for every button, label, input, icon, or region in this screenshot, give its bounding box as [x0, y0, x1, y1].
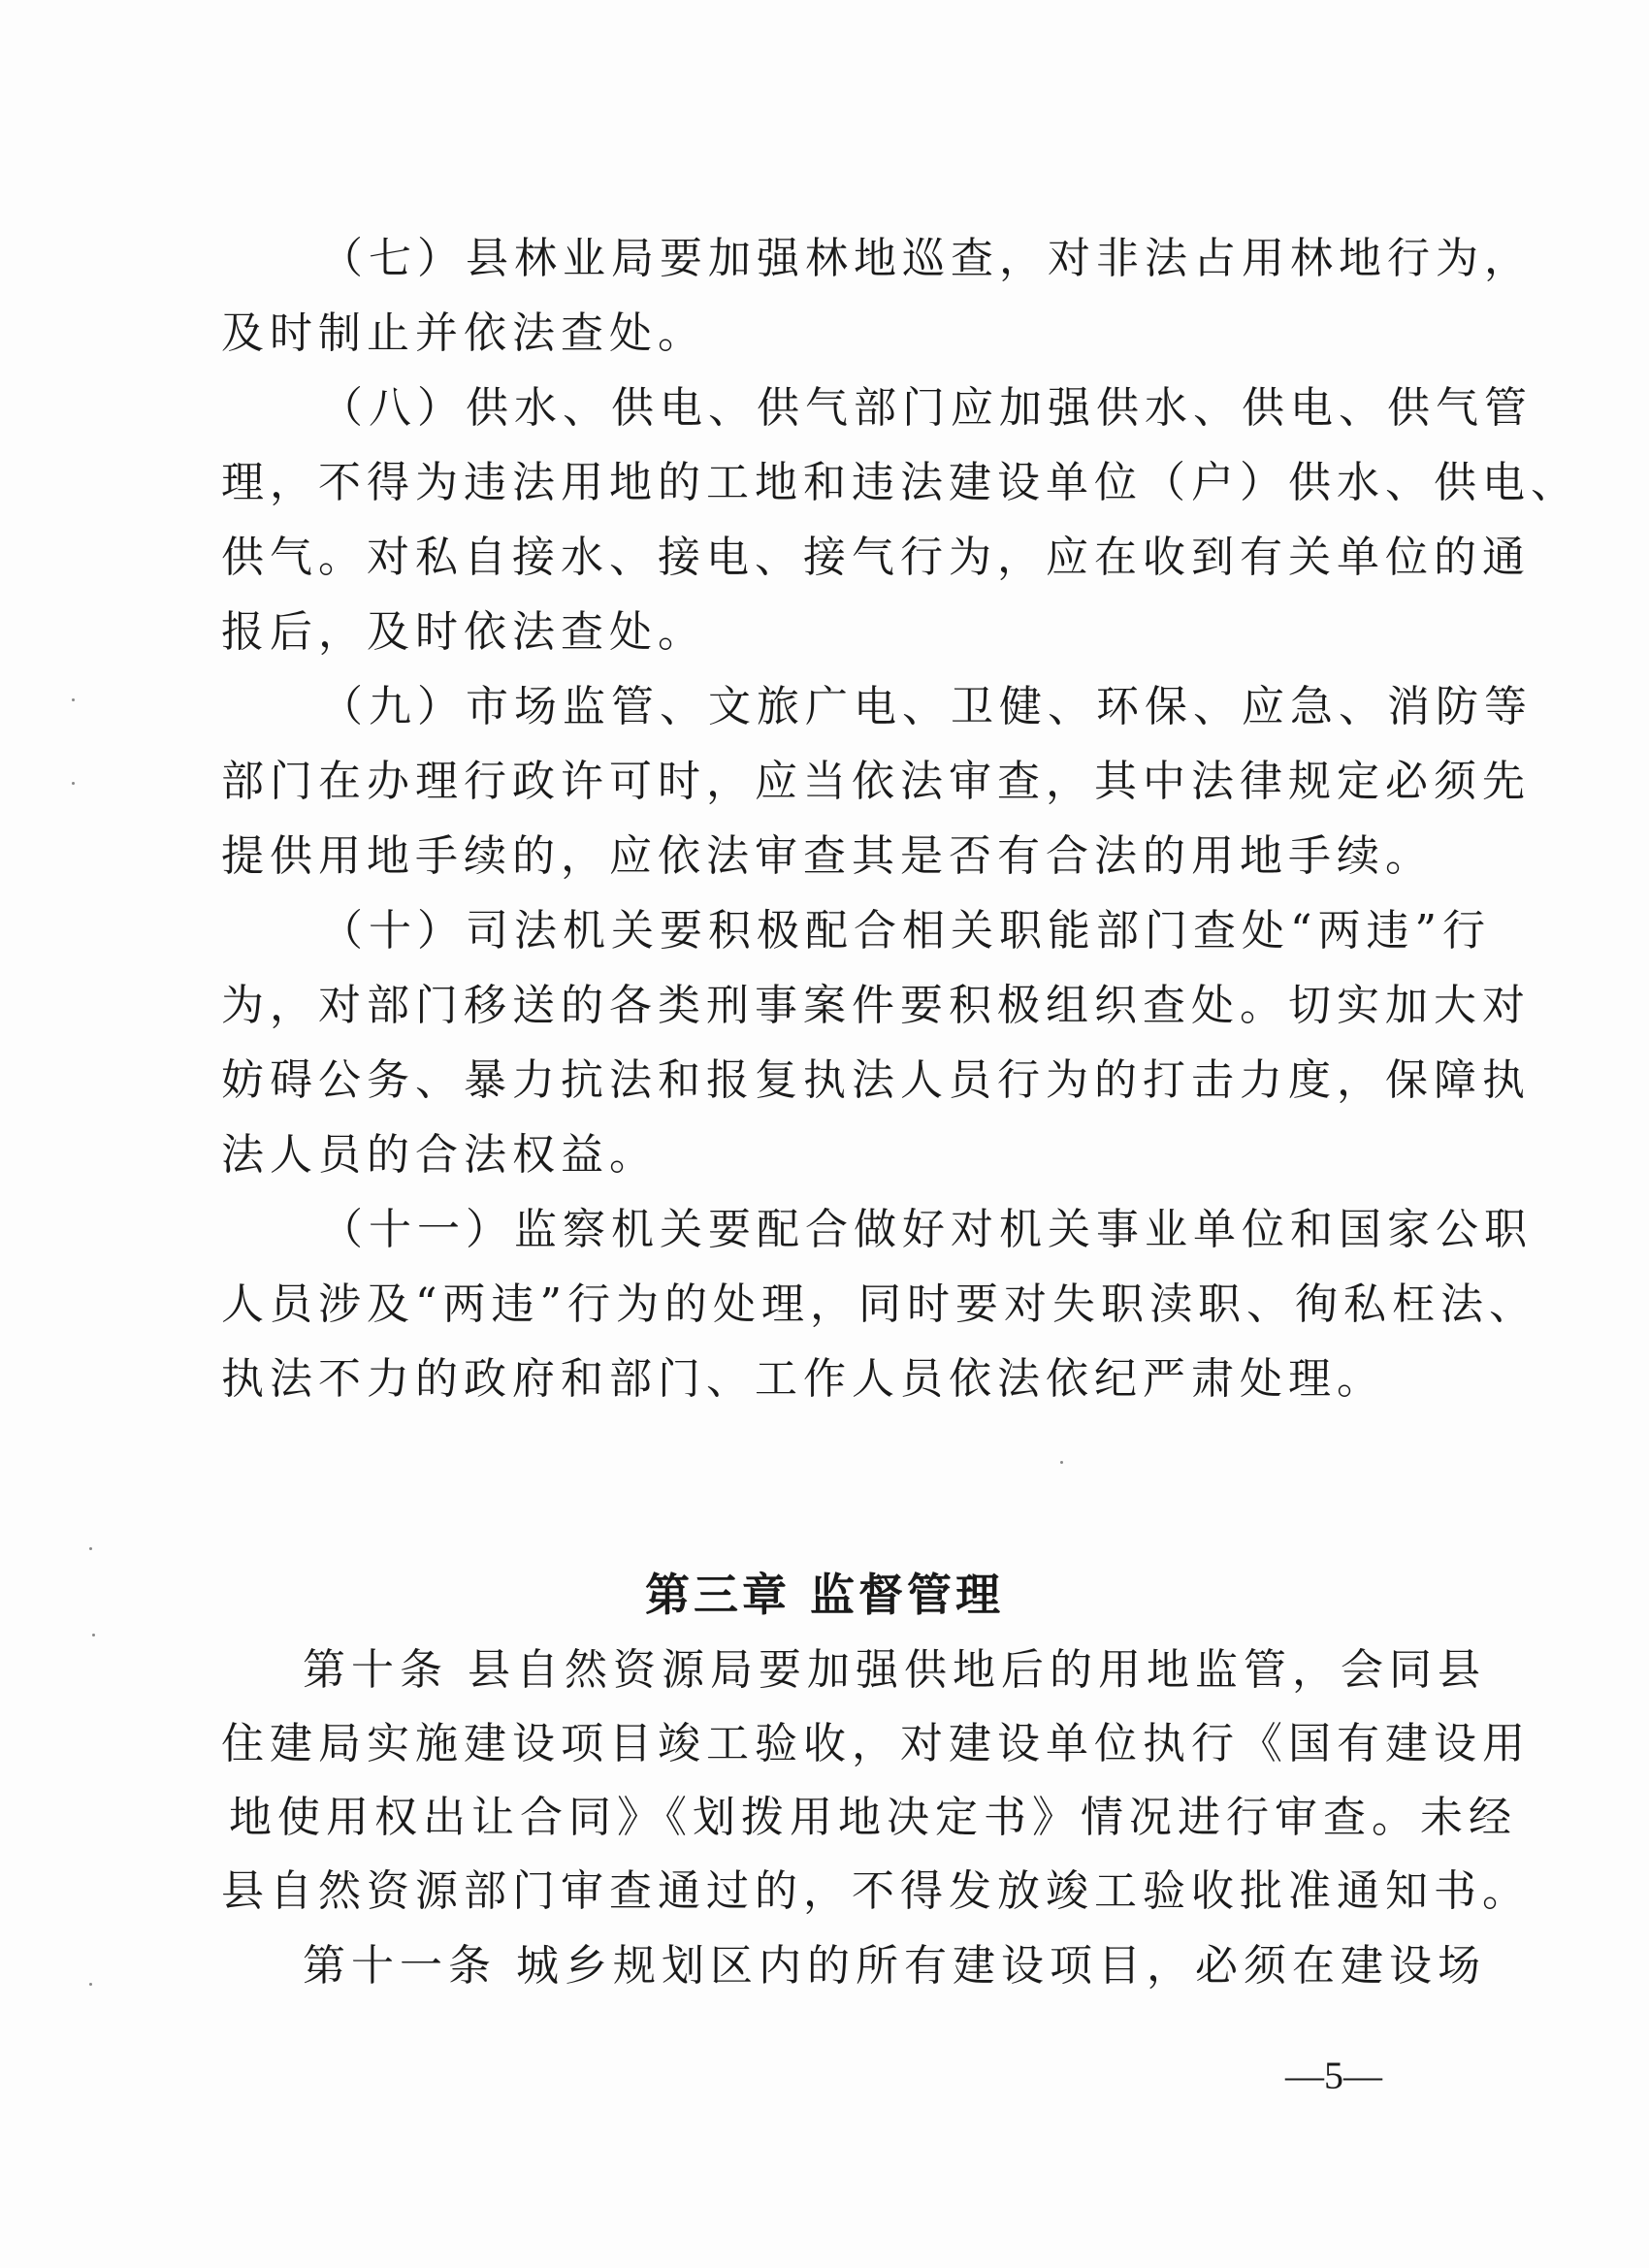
article-line: 住建局实施建设项目竣工验收，对建设单位执行《国有建设用 — [221, 1719, 1531, 1768]
paragraph-line: 提供用地手续的，应依法审查其是否有合法的用地手续。 — [221, 831, 1434, 881]
paragraph-line: 人员涉及“两违”行为的处理，同时要对失职渎职、徇私枉法、 — [221, 1280, 1537, 1329]
paragraph-line: 为，对部门移送的各类刑事案件要积极组织查处。切实加大对 — [221, 981, 1531, 1030]
paragraph-line: 执法不力的政府和部门、工作人员依法依纪严肃处理。 — [221, 1354, 1385, 1404]
paragraph-line: （十）司法机关要积极配合相关职能部门查处“两违”行 — [320, 906, 1491, 956]
scan-speck — [92, 1634, 95, 1636]
paragraph-line: （八）供水、供电、供气部门应加强供水、供电、供气管 — [320, 383, 1533, 433]
article-line: 第十一条 城乡规划区内的所有建设项目，必须在建设场 — [303, 1941, 1486, 1991]
article-line: 第十条 县自然资源局要加强供地后的用地监管，会同县 — [303, 1645, 1486, 1695]
scan-speck — [89, 1547, 92, 1550]
scan-speck — [72, 782, 75, 785]
paragraph-line: （九）市场监管、文旅广电、卫健、环保、应急、消防等 — [320, 682, 1533, 731]
paragraph-line: 法人员的合法权益。 — [221, 1130, 658, 1180]
paragraph-line: 理，不得为违法用地的工地和违法建设单位（户）供水、供电、 — [221, 458, 1579, 507]
scan-speck — [72, 698, 75, 701]
paragraph-line: 报后，及时依法查处。 — [221, 607, 706, 657]
chapter-heading: 第三章 监督管理 — [644, 1569, 1004, 1621]
page-number: —5— — [1285, 2054, 1382, 2097]
article-line: 地使用权出让合同》《划拨用地决定书》情况进行审查。未经 — [229, 1793, 1517, 1842]
paragraph-line: （七）县林业局要加强林地巡查，对非法占用林地行为， — [320, 234, 1533, 283]
scan-speck — [89, 1983, 92, 1986]
paragraph-line: 供气。对私自接水、接电、接气行为，应在收到有关单位的通 — [221, 533, 1531, 582]
paragraph-line: 妨碍公务、暴力抗法和报复执法人员行为的打击力度，保障执 — [221, 1055, 1531, 1105]
paragraph-line: 及时制止并依法查处。 — [221, 308, 706, 358]
paragraph-line: 部门在办理行政许可时，应当依法审查，其中法律规定必须先 — [221, 757, 1531, 806]
scan-speck — [1060, 1461, 1063, 1464]
article-line: 县自然资源部门审查通过的，不得发放竣工验收批准通知书。 — [221, 1866, 1531, 1916]
paragraph-line: （十一）监察机关要配合做好对机关事业单位和国家公职 — [320, 1205, 1533, 1254]
